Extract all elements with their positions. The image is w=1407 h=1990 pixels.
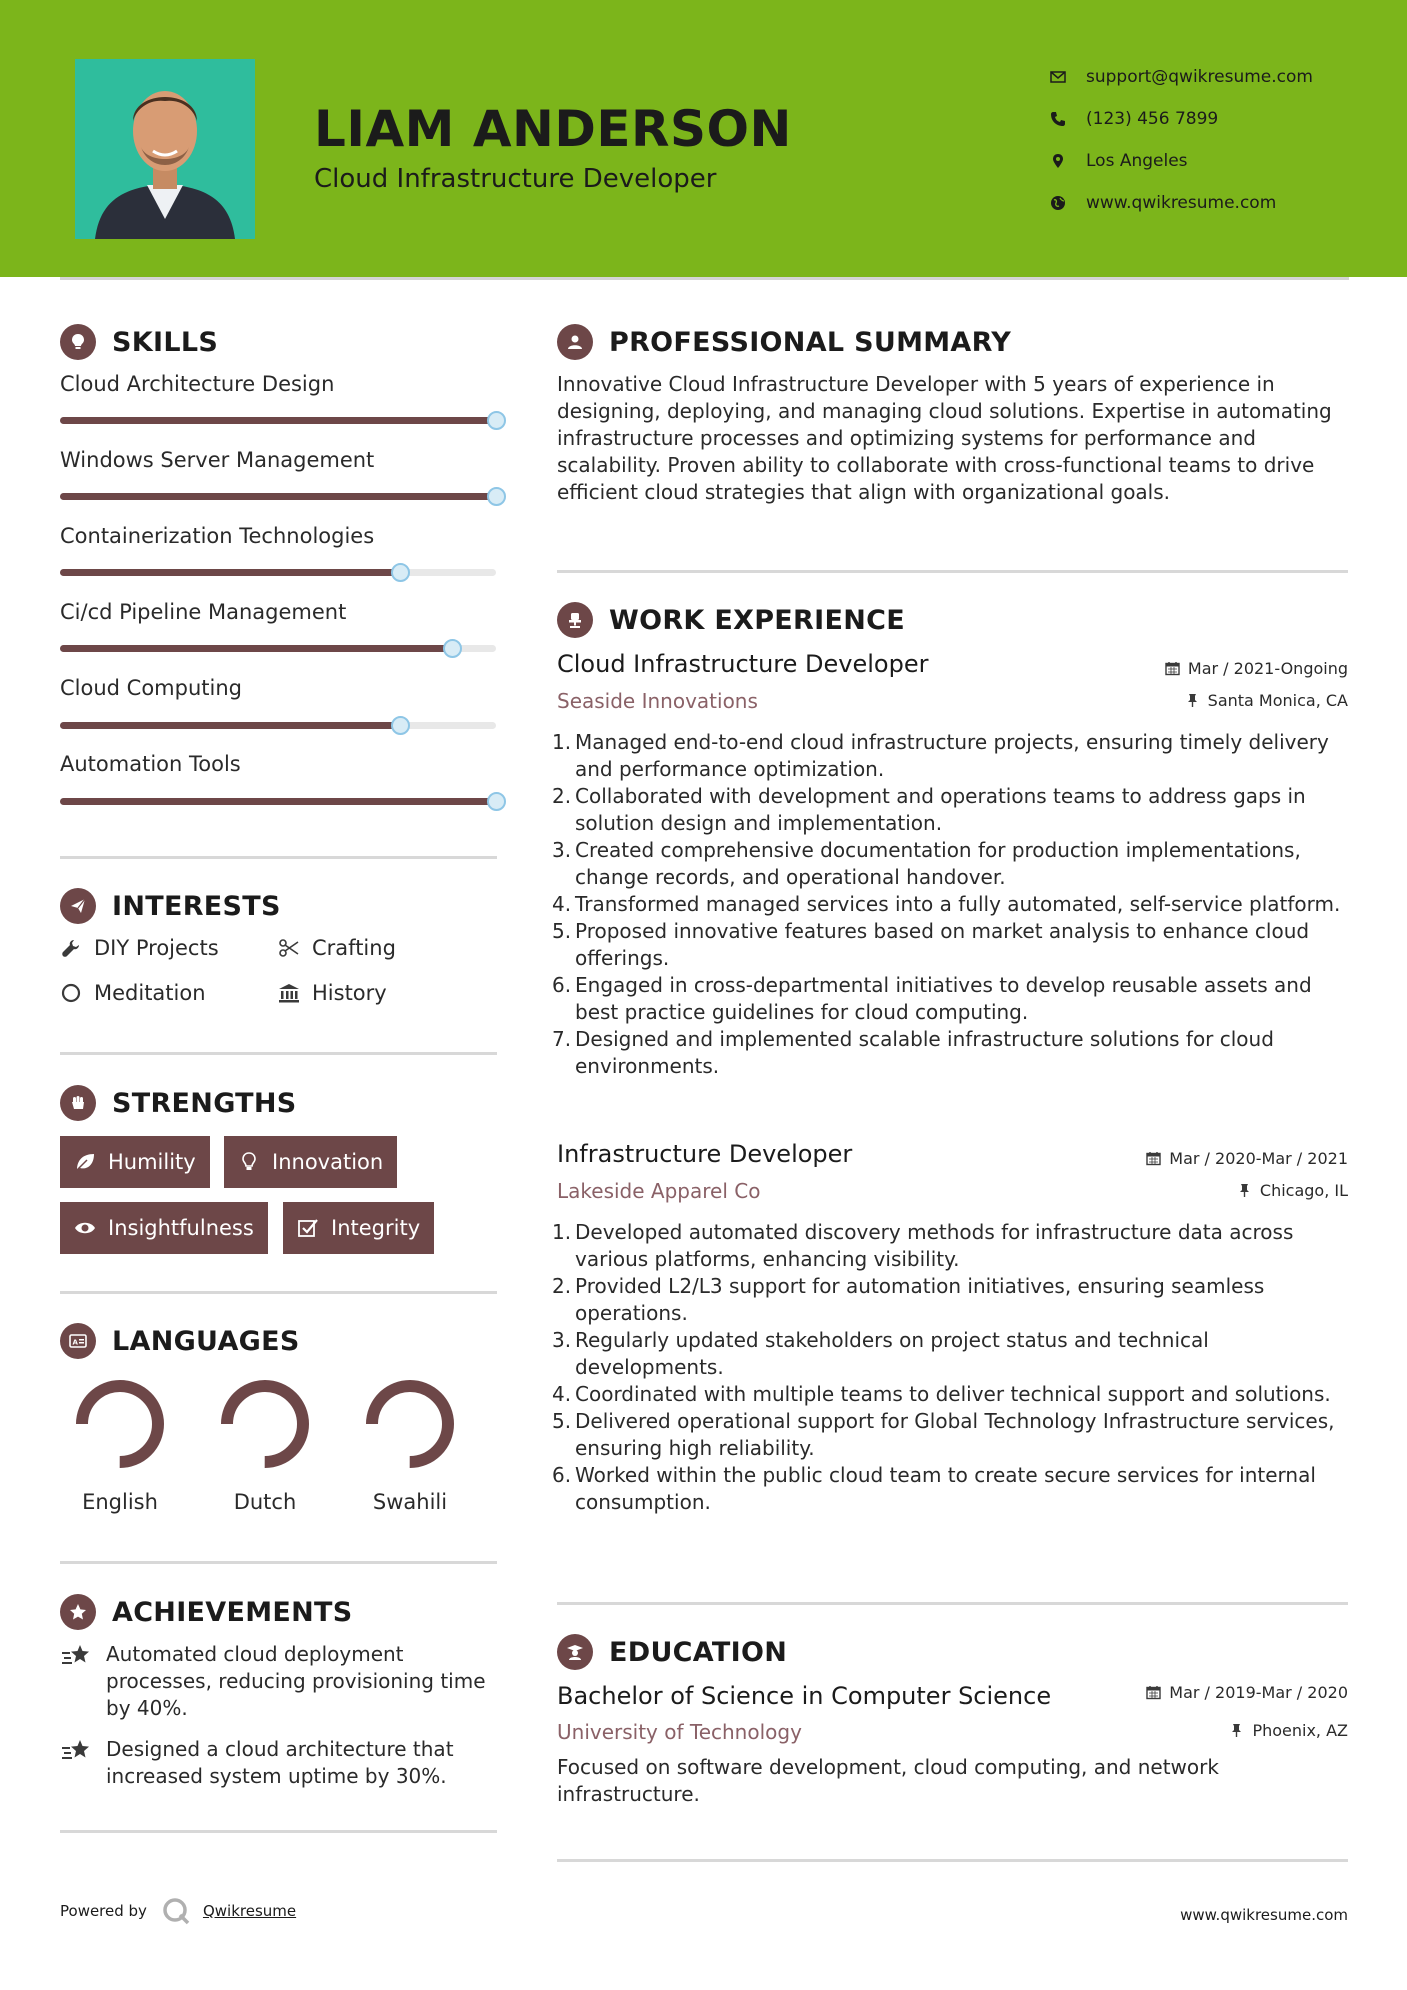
leaf-icon (74, 1151, 96, 1173)
language-item (355, 1378, 465, 1514)
interest-item: Meditation (60, 981, 206, 1005)
interest-item: Crafting (278, 936, 396, 960)
contact-email[interactable] (1050, 56, 1390, 98)
language-ring (74, 1378, 166, 1470)
skill-slider-handle (487, 792, 506, 811)
language-card-icon (68, 1331, 88, 1351)
calendar-icon (1146, 1151, 1161, 1166)
svg-text:A: A (72, 1338, 79, 1347)
company-name: Seaside Innovations (557, 689, 758, 713)
scissors-icon (278, 937, 300, 959)
section-divider (60, 1052, 497, 1055)
language-ring (364, 1378, 456, 1470)
skill-label: Windows Server Management (60, 448, 375, 472)
duty-item: 1. Developed automated discovery methods for infrastructure data across various platforms, enhancing visibility. (552, 1220, 1294, 1271)
skill-slider-handle (487, 411, 506, 430)
lightbulb-icon (68, 332, 88, 352)
strength-chip: Innovation (224, 1136, 397, 1188)
office-chair-icon (565, 610, 585, 630)
contact-phone[interactable] (1050, 98, 1390, 140)
interests-heading: INTERESTS (60, 888, 281, 924)
education-location: Phoenix, AZ (1229, 1721, 1348, 1740)
powered-by (60, 1896, 296, 1926)
duty-item: 2. Provided L2/L3 support for automation initiatives, ensuring seamless operations. (552, 1274, 1265, 1325)
pushpin-icon (1185, 693, 1200, 708)
pushpin-icon (1237, 1183, 1252, 1198)
school-name: University of Technology (557, 1720, 802, 1744)
lightbulb-icon (238, 1151, 260, 1173)
skill-bar (60, 417, 496, 424)
skill-bar (60, 569, 496, 576)
education-description: Focused on software development, cloud computing, and network infrastructure. (557, 1755, 1219, 1806)
wrench-icon (60, 937, 82, 959)
achievements-heading: ACHIEVEMENTS (60, 1594, 353, 1630)
candidate-name: LIAM ANDERSON (314, 100, 792, 158)
languages-heading: A LANGUAGES (60, 1323, 300, 1359)
summary-text: Innovative Cloud Infrastructure Developer with 5 years of experience in designing, deploying, and managing cloud solutions. Expertise in automating infrastructure processes and optimizing systems for performance and scalability. Proven ability to collaborate with cross-functional teams to drive efficient cloud strategies that align with organizational goals. (557, 372, 1332, 504)
strength-chip: Insightfulness (60, 1202, 268, 1254)
skill-label: Automation Tools (60, 752, 241, 776)
language-level-arc (227, 1386, 303, 1462)
header-divider (60, 277, 1349, 280)
duty-list (552, 729, 1352, 1080)
job-location: Santa Monica, CA (1185, 691, 1348, 710)
globe-icon (1050, 195, 1066, 211)
interest-item: DIY Projects (60, 936, 219, 960)
candidate-role: Cloud Infrastructure Developer (314, 164, 717, 194)
section-divider (557, 570, 1348, 573)
section-divider (60, 856, 497, 859)
circle-icon (60, 982, 82, 1004)
interest-item: History (278, 981, 387, 1005)
graduate-icon (565, 1642, 585, 1662)
envelope-icon (1050, 69, 1066, 85)
section-divider (60, 1830, 497, 1833)
language-name: Dutch (233, 1490, 297, 1514)
duty-item: 6. Worked within the public cloud team to create secure services for internal consumption. (552, 1463, 1316, 1514)
eye-icon (74, 1217, 96, 1239)
language-name: Swahili (372, 1490, 448, 1514)
bank-icon (278, 982, 300, 1004)
duty-item: 3. Regularly updated stakeholders on project status and technical developments. (552, 1328, 1209, 1379)
qwikresume-logo-icon (161, 1896, 191, 1926)
duty-item: 5. Delivered operational support for Global Technology Infrastructure services, ensuring high reliability. (552, 1409, 1335, 1460)
duty-item: 4. Coordinated with multiple teams to deliver technical support and solutions. (552, 1382, 1331, 1406)
contact-phone-text: (123) 456 7899 (1086, 109, 1219, 129)
strengths-heading: STRENGTHS (60, 1085, 297, 1121)
contact-website-text: www.qwikresume.com (1086, 193, 1277, 213)
skill-bar (60, 645, 496, 652)
language-item (65, 1378, 175, 1514)
skill-bar (60, 798, 496, 805)
duty-item: 7. Designed and implemented scalable infrastructure solutions for cloud environments. (552, 1027, 1274, 1078)
section-divider (557, 1602, 1348, 1605)
strength-chip: Integrity (283, 1202, 434, 1254)
skill-bar (60, 722, 496, 729)
language-name: English (82, 1490, 158, 1514)
duty-item: 6. Engaged in cross-departmental initiatives to develop reusable assets and best practice guidelines for cloud computing. (552, 973, 1312, 1024)
contact-location (1050, 140, 1390, 182)
section-divider (60, 1561, 497, 1564)
profile-photo (75, 59, 255, 239)
skill-label: Containerization Technologies (60, 524, 375, 548)
skill-label: Ci/cd Pipeline Management (60, 600, 347, 624)
language-level-arc (372, 1386, 448, 1462)
skill-bar (60, 493, 496, 500)
skill-slider-handle (487, 487, 506, 506)
job-dates: Mar / 2020-Mar / 2021 (1146, 1149, 1348, 1168)
section-divider (60, 1291, 497, 1294)
checkbox-icon (297, 1217, 319, 1239)
strength-chip: Humility (60, 1136, 210, 1188)
shooting-star-icon (60, 1736, 92, 1766)
language-ring (219, 1378, 311, 1470)
language-level-arc (82, 1386, 158, 1462)
experience-heading: WORK EXPERIENCE (557, 602, 905, 638)
contact-website[interactable] (1050, 182, 1390, 224)
achievement-item: Designed a cloud architecture that increased system uptime by 30%. (60, 1736, 500, 1790)
education-dates: Mar / 2019-Mar / 2020 (1146, 1683, 1348, 1702)
duty-item: 4. Transformed managed services into a fully automated, self-service platform. (552, 892, 1341, 916)
calendar-icon (1146, 1685, 1161, 1700)
duty-item: 3. Created comprehensive documentation for production implementations, change records, and operational handover. (552, 838, 1301, 889)
duty-item: 2. Collaborated with development and operations teams to address gaps in solution design and implementation. (552, 784, 1306, 835)
duty-item: 1. Managed end-to-end cloud infrastructure projects, ensuring timely delivery and performance optimization. (552, 730, 1329, 781)
raised-fist-icon (68, 1093, 88, 1113)
star-badge-icon (68, 1602, 88, 1622)
skill-slider-handle (443, 639, 462, 658)
paper-plane-icon (68, 896, 88, 916)
person-portrait-icon (75, 59, 255, 239)
degree-title: Bachelor of Science in Computer Science (557, 1682, 1052, 1710)
education-heading: EDUCATION (557, 1634, 787, 1670)
company-name: Lakeside Apparel Co (557, 1179, 761, 1203)
skills-heading: SKILLS (60, 324, 218, 360)
job-title: Cloud Infrastructure Developer (557, 650, 929, 678)
duty-item: 5. Proposed innovative features based on market analysis to enhance cloud offerings. (552, 919, 1310, 970)
skill-slider-handle (391, 716, 410, 735)
shooting-star-icon (60, 1641, 92, 1671)
pushpin-icon (1229, 1723, 1244, 1738)
footer-url[interactable]: www.qwikresume.com (1180, 1906, 1348, 1924)
job-location: Chicago, IL (1237, 1181, 1348, 1200)
skill-slider-handle (391, 563, 410, 582)
summary-heading: PROFESSIONAL SUMMARY (557, 324, 1011, 360)
contact-email-text: support@qwikresume.com (1086, 67, 1313, 87)
phone-icon (1050, 111, 1066, 127)
resume-header (0, 0, 1407, 277)
language-item (210, 1378, 320, 1514)
job-dates: Mar / 2021-Ongoing (1165, 659, 1348, 678)
achievement-item: Automated cloud deployment processes, reducing provisioning time by 40%. (60, 1641, 500, 1722)
user-icon (565, 332, 585, 352)
skill-label: Cloud Architecture Design (60, 372, 335, 396)
job-title: Infrastructure Developer (557, 1140, 853, 1168)
calendar-icon (1165, 661, 1180, 676)
skill-label: Cloud Computing (60, 676, 242, 700)
duty-list (552, 1219, 1352, 1516)
map-pin-icon (1050, 153, 1066, 169)
contact-list (1050, 56, 1390, 224)
qwikresume-link[interactable]: Qwikresume (202, 1902, 297, 1920)
section-divider (557, 1859, 1348, 1862)
powered-by-label: Powered by (60, 1902, 147, 1920)
contact-location-text: Los Angeles (1086, 151, 1188, 171)
